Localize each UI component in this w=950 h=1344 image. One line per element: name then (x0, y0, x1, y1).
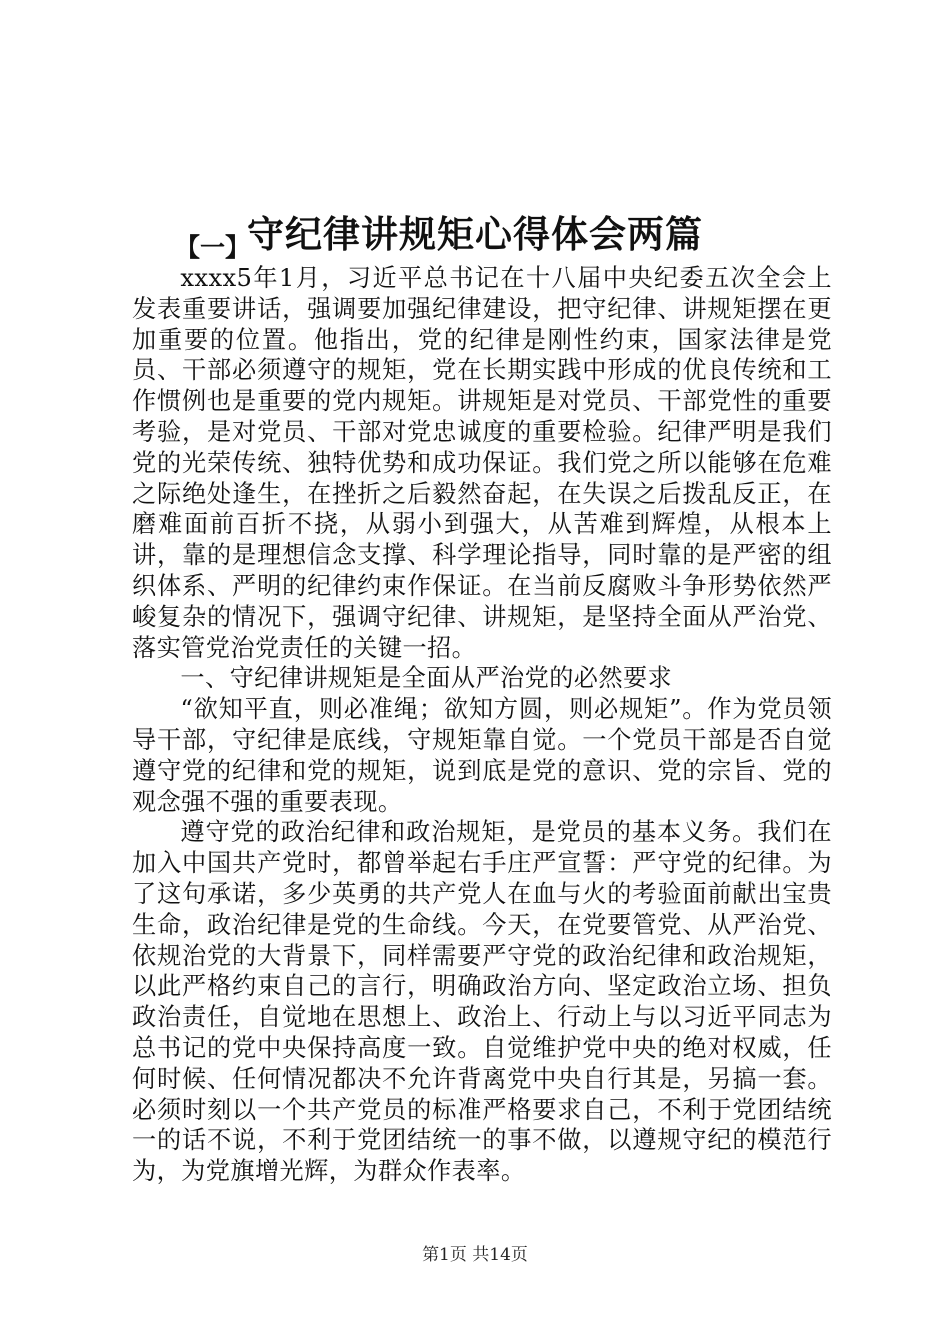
section-heading: 一、守纪律讲规矩是全面从严治党的必然要求 (180, 664, 673, 693)
section-label: 【一】 (175, 233, 251, 262)
page-number-footer: 第1页 共14页 (422, 1245, 528, 1265)
document-body (132, 263, 832, 1187)
document-title: 守纪律讲规矩心得体会两篇 (247, 211, 703, 256)
body-paragraph: “欲知平直，则必准绳；欲知方圆，则必规矩”。作为党员领导干部，守纪律是底线，守规矩靠自觉。一个党员干部是否自觉遵守党的纪律和党的规矩，说到底是党的意识、党的宗旨、党的观念强不强的重要表现。 (132, 695, 832, 816)
body-paragraph: xxxx5年1月，习近平总书记在十八届中央纪委五次全会上发表重要讲话，强调要加强纪律建设，把守纪律、讲规矩摆在更加重要的位置。他指出，党的纪律是刚性约束，国家法律是党员、干部必须遵守的规矩，党在长期实践中形成的优良传统和工作惯例也是重要的党内规矩。讲规矩是对党员、干部党性的重要考验，是对党员、干部对党忠诚度的重要检验。纪律严明是我们党的光荣传统、独特优势和成功保证。我们党之所以能够在危难之际绝处逢生，在挫折之后毅然奋起，在失误之后拨乱反正，在磨难面前百折不挠，从弱小到强大，从苦难到辉煌，从根本上讲，靠的是理想信念支撑、科学理论指导，同时靠的是严密的组织体系、严明的纪律约束作保证。在当前反腐败斗争形势依然严峻复杂的情况下，强调守纪律、讲规矩，是坚持全面从严治党、落实管党治党责任的关键一招。 (132, 264, 832, 662)
body-paragraph: 遵守党的政治纪律和政治规矩，是党员的基本义务。我们在加入中国共产党时，都曾举起右手庄严宣誓：严守党的纪律。为了这句承诺，多少英勇的共产党人在血与火的考验面前献出宝贵生命，政治纪律是党的生命线。今天，在党要管党、从严治党、依规治党的大背景下，同样需要严守党的政治纪律和政治规矩，以此严格约束自己的言行，明确政治方向、坚定政治立场、担负政治责任，自觉地在思想上、政治上、行动上与以习近平同志为总书记的党中央保持高度一致。自觉维护党中央的绝对权威，任何时候、任何情况都决不允许背离党中央自行其是，另搞一套。必须时刻以一个共产党员的标准严格要求自己，不利于党团结统一的话不说，不利于党团结统一的事不做，以遵规守纪的模范行为，为党旗增光辉，为群众作表率。 (132, 818, 832, 1186)
